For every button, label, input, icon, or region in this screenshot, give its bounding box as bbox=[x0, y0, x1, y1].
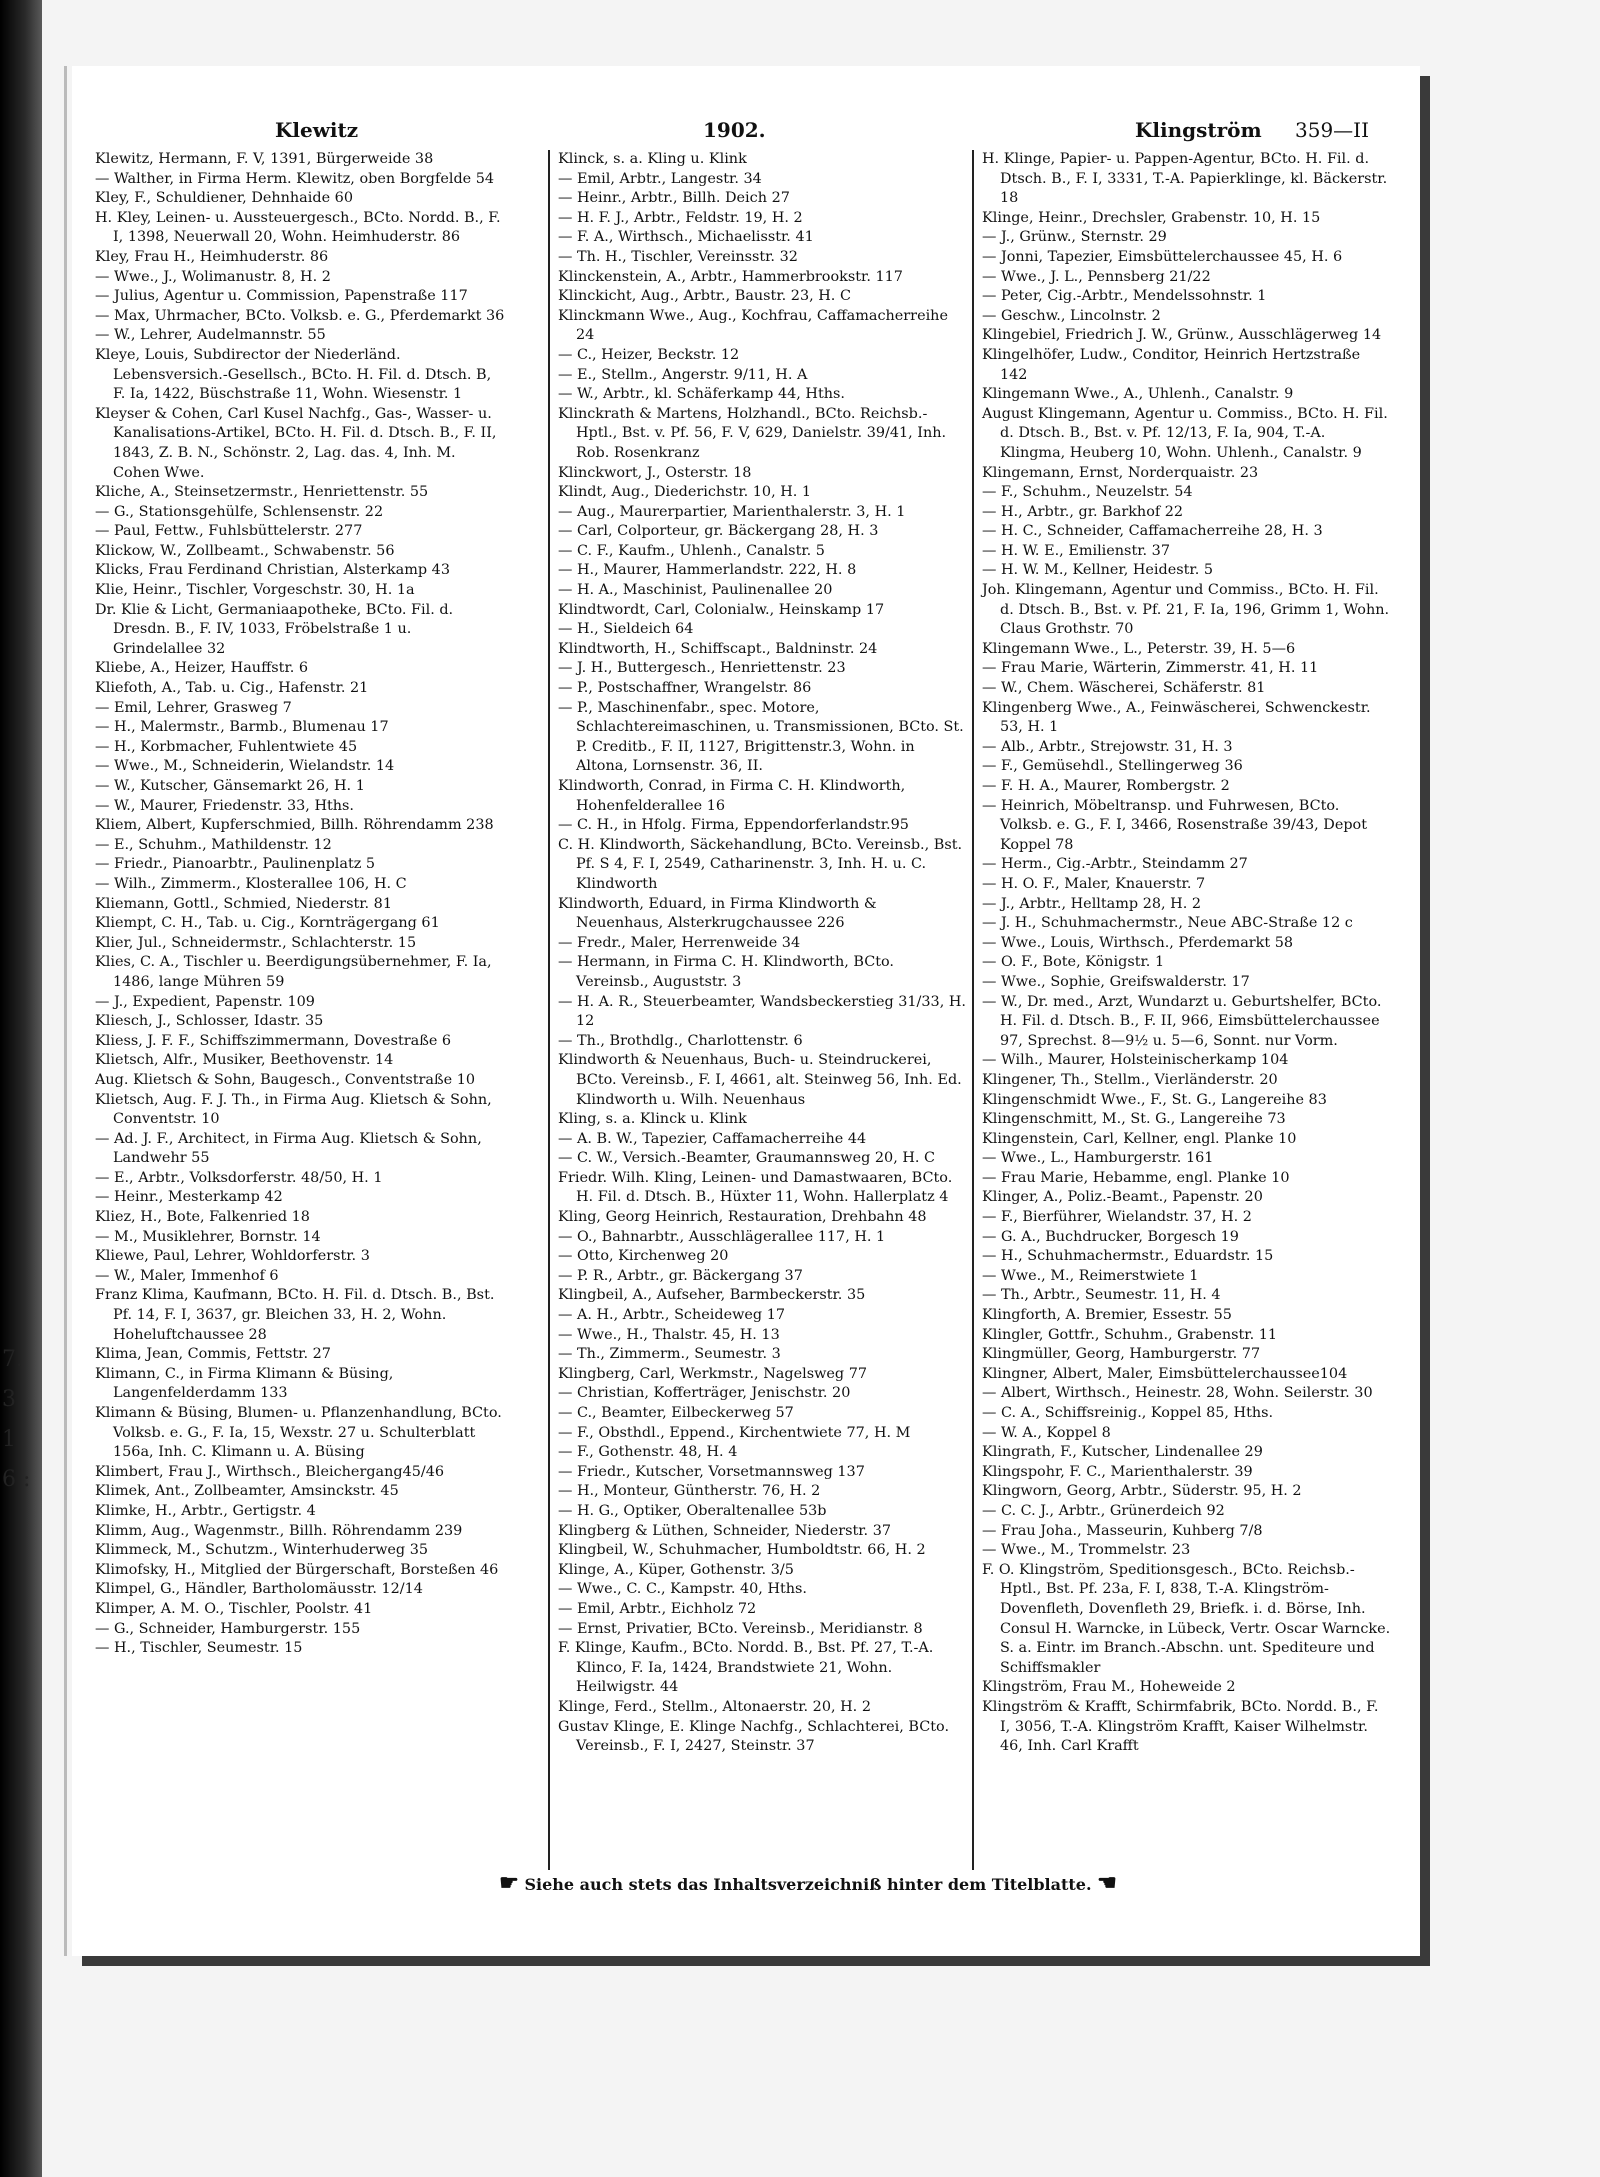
directory-entry: — C. W., Versich.-Beamter, Graumannsweg 20, H. C bbox=[558, 1150, 936, 1167]
directory-entry: Kley, F., Schuldiener, Dehnhaide 60 bbox=[95, 190, 353, 207]
page-footer bbox=[438, 1870, 1178, 1896]
directory-entry: — Emil, Arbtr., Langestr. 34 bbox=[558, 170, 762, 187]
directory-entry: Klingberg & Lüthen, Schneider, Niederstr. 37 bbox=[558, 1522, 892, 1539]
directory-entry: F. Klinge, Kaufm., BCto. Nordd. B., Bst. Pf. 27, T.-A. Klinco, F. Ia, 1424, Brandstwiete 21, Wohn. Heilwigstr. 44 bbox=[558, 1640, 934, 1696]
directory-entry: Klindworth, Conrad, in Firma C. H. Klindworth, Hohenfelderallee 16 bbox=[558, 778, 906, 814]
directory-entry: — H. W. E., Emilienstr. 37 bbox=[982, 542, 1170, 559]
directory-entry: Klingemann Wwe., L., Peterstr. 39, H. 5—6 bbox=[982, 640, 1296, 657]
directory-entry: Klinckenstein, A., Arbtr., Hammerbrookstr. 117 bbox=[558, 268, 903, 285]
directory-entry: — J., Arbtr., Helltamp 28, H. 2 bbox=[982, 895, 1202, 912]
directory-entry: Gustav Klinge, E. Klinge Nachfg., Schlachterei, BCto. Vereinsb., F. I, 2427, Steinstr. 37 bbox=[558, 1718, 950, 1755]
directory-entry: — W., Chem. Wäscherei, Schäferstr. 81 bbox=[982, 680, 1266, 697]
directory-entry: — Th., Brothdlg., Charlottenstr. 6 bbox=[558, 1032, 803, 1049]
directory-entry: Kliez, H., Bote, Falkenried 18 bbox=[95, 1209, 310, 1226]
directory-entry: — H. W. M., Kellner, Heidestr. 5 bbox=[982, 562, 1214, 579]
directory-entry: Klindtwordt, Carl, Colonialw., Heinskamp 17 bbox=[558, 601, 885, 618]
directory-entry: — H., Malermstr., Barmb., Blumenau 17 bbox=[95, 719, 389, 736]
directory-entry: Klimm, Aug., Wagenmstr., Billh. Röhrendamm 239 bbox=[95, 1522, 463, 1539]
directory-entry: — E., Stellm., Angerstr. 9/11, H. A bbox=[558, 366, 808, 383]
directory-entry: — W., Maler, Immenhof 6 bbox=[95, 1267, 279, 1284]
directory-entry: — W., Arbtr., kl. Schäferkamp 44, Hths. bbox=[558, 386, 845, 403]
directory-entry: Klicks, Frau Ferdinand Christian, Alsterkamp 43 bbox=[95, 562, 450, 579]
directory-entry: Klimper, A. M. O., Tischler, Poolstr. 41 bbox=[95, 1600, 373, 1617]
header-right-keyword: Klingström bbox=[1135, 118, 1262, 142]
directory-entry: — Walther, in Firma Herm. Klewitz, oben Borgfelde 54 bbox=[95, 170, 495, 187]
directory-entry: Kliefoth, A., Tab. u. Cig., Hafenstr. 21 bbox=[95, 680, 369, 697]
directory-entry: — Carl, Colporteur, gr. Bäckergang 28, H. 3 bbox=[558, 523, 879, 540]
directory-entry: Dr. Klie & Licht, Germaniaapotheke, BCto. Fil. d. Dresdn. B., F. IV, 1033, Fröbelstraße 1 u. Grindelallee 32 bbox=[95, 601, 454, 657]
directory-entry: Klingemann, Ernst, Norderquaistr. 23 bbox=[982, 464, 1259, 481]
directory-entry: Klingspohr, F. C., Marienthalerstr. 39 bbox=[982, 1463, 1253, 1480]
directory-entry: Klingström & Krafft, Schirmfabrik, BCto. Nordd. B., F. I, 3056, T.-A. Klingström Krafft, Kaiser Wilhelmstr. 46, Inh. Carl Krafft bbox=[982, 1698, 1379, 1755]
directory-entry: — Ernst, Privatier, BCto. Vereinsb., Meridianstr. 8 bbox=[558, 1620, 923, 1637]
column-divider-2 bbox=[972, 150, 974, 1870]
directory-entry: — Otto, Kirchenweg 20 bbox=[558, 1248, 729, 1265]
directory-entry: — Wwe., L., Hamburgerstr. 161 bbox=[982, 1150, 1214, 1167]
directory-entry: — H., Korbmacher, Fuhlentwiete 45 bbox=[95, 738, 358, 755]
directory-entry: Kliche, A., Steinsetzermstr., Henriettenstr. 55 bbox=[95, 484, 429, 501]
directory-entry: Klie, Heinr., Tischler, Vorgeschstr. 30, H. 1a bbox=[95, 582, 415, 599]
directory-entry: Klinckwort, J., Osterstr. 18 bbox=[558, 464, 752, 481]
directory-entry: Kliemann, Gottl., Schmied, Niederstr. 81 bbox=[95, 895, 392, 912]
directory-entry: Klimpel, G., Händler, Bartholomäusstr. 12/14 bbox=[95, 1581, 423, 1598]
directory-entry: — Wwe., Sophie, Greifswalderstr. 17 bbox=[982, 973, 1250, 990]
directory-entry: — Heinr., Mesterkamp 42 bbox=[95, 1189, 283, 1206]
directory-entry: — Wwe., Louis, Wirthsch., Pferdemarkt 58 bbox=[982, 934, 1294, 951]
directory-entry: Klingmüller, Georg, Hamburgerstr. 77 bbox=[982, 1346, 1261, 1363]
directory-entry: Klinckrath & Martens, Holzhandl., BCto. Reichsb.-Hptl., Bst. v. Pf. 56, F. V, 629, Danielstr. 39/41, Inh. Rob. Rosenkranz bbox=[558, 405, 947, 461]
directory-entry: Klinge, Ferd., Stellm., Altonaerstr. 20, H. 2 bbox=[558, 1698, 871, 1715]
directory-entry: Klingbeil, W., Schuhmacher, Humboldtstr. 66, H. 2 bbox=[558, 1542, 926, 1559]
directory-entry: — A. H., Arbtr., Scheideweg 17 bbox=[558, 1307, 786, 1324]
directory-entry: Kleyser & Cohen, Carl Kusel Nachfg., Gas-, Wasser- u. Kanalisations-Artikel, BCto. H. Fil. d. Dtsch. B., F. II, 1843, Z. B. N., Schönstr. 2, Lag. das. 4, Inh. M. Cohen Wwe. bbox=[95, 405, 497, 481]
directory-entry: — Th., Zimmerm., Seumestr. 3 bbox=[558, 1346, 781, 1363]
directory-entry: — C. C. J., Arbtr., Grünerdeich 92 bbox=[982, 1502, 1225, 1519]
directory-entry: — G., Stationsgehülfe, Schlensenstr. 22 bbox=[95, 503, 384, 520]
directory-entry: Kling, s. a. Klinck u. Klink bbox=[558, 1111, 747, 1128]
directory-entry: — Jonni, Tapezier, Eimsbüttelerchaussee 45, H. 6 bbox=[982, 248, 1343, 265]
directory-column-2 bbox=[558, 150, 968, 1757]
directory-entry: Klinckmann Wwe., Aug., Kochfrau, Caffamacherreihe 24 bbox=[558, 307, 948, 344]
directory-entry: — Frau Marie, Wärterin, Zimmerstr. 41, H. 11 bbox=[982, 660, 1319, 677]
directory-entry: Klies, C. A., Tischler u. Beerdigungsübernehmer, F. Ia, 1486, lange Mühren 59 bbox=[95, 954, 492, 990]
directory-entry: — H. A., Maschinist, Paulinenallee 20 bbox=[558, 582, 833, 599]
directory-entry: Klindt, Aug., Diederichstr. 10, H. 1 bbox=[558, 484, 812, 501]
directory-entry: Klingforth, A. Bremier, Essestr. 55 bbox=[982, 1307, 1232, 1324]
directory-entry: — Ad. J. F., Architect, in Firma Aug. Klietsch & Sohn, Landwehr 55 bbox=[95, 1130, 482, 1167]
directory-entry: — Christian, Kofferträger, Jenischstr. 20 bbox=[558, 1385, 851, 1402]
directory-entry: — P., Postschaffner, Wrangelstr. 86 bbox=[558, 680, 812, 697]
directory-entry: Klinge, Heinr., Drechsler, Grabenstr. 10, H. 15 bbox=[982, 209, 1321, 226]
directory-entry: Klindworth & Neuenhaus, Buch- u. Steindruckerei, BCto. Vereinsb., F. I, 4661, alt. Steinweg 56, Inh. Ed. Klindworth u. Wilh. Neuenhaus bbox=[558, 1052, 962, 1108]
directory-entry: — Wwe., H., Thalstr. 45, H. 13 bbox=[558, 1326, 780, 1343]
directory-entry: — P., Maschinenfabr., spec. Motore, Schlachtereimaschinen, u. Transmissionen, BCto. St. P. Creditb., F. II, 1127, Brigittenstr.3, Wohn. in Altona, Lornsenstr. 36, II. bbox=[558, 699, 964, 775]
directory-entry: — H., Tischler, Seumestr. 15 bbox=[95, 1640, 303, 1657]
directory-entry: Klingner, Albert, Maler, Eimsbüttelerchaussee104 bbox=[982, 1365, 1348, 1382]
directory-entry: Kliess, J. F. F., Schiffszimmermann, Dovestraße 6 bbox=[95, 1032, 452, 1049]
page-spine bbox=[64, 66, 67, 1956]
directory-entry: Aug. Klietsch & Sohn, Baugesch., Conventstraße 10 bbox=[95, 1071, 476, 1088]
directory-entry: — C., Heizer, Beckstr. 12 bbox=[558, 346, 740, 363]
directory-entry: August Klingemann, Agentur u. Commiss., BCto. H. Fil. d. Dtsch. B., Bst. v. Pf. 12/13, F. Ia, 904, T.-A. Klingma, Heuberg 10, Wohn. Uhlenh., Canalstr. 9 bbox=[982, 405, 1388, 461]
directory-entry: — Peter, Cig.-Arbtr., Mendelssohnstr. 1 bbox=[982, 288, 1267, 305]
directory-entry: Klingelhöfer, Ludw., Conditor, Heinrich Hertzstraße 142 bbox=[982, 346, 1361, 383]
directory-entry: Joh. Klingemann, Agentur und Commiss., BCto. H. Fil. d. Dtsch. B., Bst. v. Pf. 21, F. Ia, 196, Grimm 1, Wohn. Claus Grothstr. 70 bbox=[982, 582, 1390, 638]
directory-entry: H. Kley, Leinen- u. Aussteuergesch., BCto. Nordd. B., F. I, 1398, Neuerwall 20, Wohn. Heimhuderstr. 86 bbox=[95, 209, 501, 246]
directory-entry: — Herm., Cig.-Arbtr., Steindamm 27 bbox=[982, 856, 1248, 873]
directory-entry: — F., Gemüsehdl., Stellingerweg 36 bbox=[982, 758, 1243, 775]
directory-entry: Klimke, H., Arbtr., Gertigstr. 4 bbox=[95, 1502, 316, 1519]
directory-entry: Klingrath, F., Kutscher, Lindenallee 29 bbox=[982, 1444, 1263, 1461]
directory-entry: — Emil, Lehrer, Grasweg 7 bbox=[95, 699, 292, 716]
directory-entry: Friedr. Wilh. Kling, Leinen- und Damastwaaren, BCto. H. Fil. d. Dtsch. B., Hüxter 11, Wohn. Hallerplatz 4 bbox=[558, 1169, 953, 1206]
directory-entry: Klingenschmitt, M., St. G., Langereihe 73 bbox=[982, 1111, 1286, 1128]
directory-entry: — Albert, Wirthsch., Heinestr. 28, Wohn. Seilerstr. 30 bbox=[982, 1385, 1373, 1402]
directory-entry: Klindworth, Eduard, in Firma Klindworth & Neuenhaus, Alsterkrugchaussee 226 bbox=[558, 895, 877, 932]
pointing-hand-right-icon: ☛ bbox=[499, 1870, 519, 1896]
directory-entry: — C. F., Kaufm., Uhlenh., Canalstr. 5 bbox=[558, 542, 825, 559]
directory-entry: Franz Klima, Kaufmann, BCto. H. Fil. d. Dtsch. B., Bst. Pf. 14, F. I, 3637, gr. Bleichen 33, H. 2, Wohn. Hoheluftchaussee 28 bbox=[95, 1287, 495, 1343]
directory-entry: — Th., Arbtr., Seumestr. 11, H. 4 bbox=[982, 1287, 1221, 1304]
directory-entry: Klietsch, Alfr., Musiker, Beethovenstr. 14 bbox=[95, 1052, 394, 1069]
directory-entry: Kley, Frau H., Heimhuderstr. 86 bbox=[95, 248, 329, 265]
directory-entry: — Wwe., C. C., Kampstr. 40, Hths. bbox=[558, 1581, 808, 1598]
directory-entry: F. O. Klingström, Speditionsgesch., BCto. Reichsb.-Hptl., Bst. Pf. 23a, F. I, 838, T.-A. Klingström-Dovenfleth, Dovenfleth 29, Briefk. i. d. Börse, Inh. Consul H. Warncke, in Lübeck, Vertr. Oscar Warncke. S. a. Eintr. im Branch.-Abschn. unt. Spediteure und Schiffsmakler bbox=[982, 1561, 1391, 1676]
directory-entry: — A. B. W., Tapezier, Caffamacherreihe 44 bbox=[558, 1130, 867, 1147]
directory-entry: — C. H., in Hfolg. Firma, Eppendorferlandstr.95 bbox=[558, 817, 909, 834]
directory-entry: — H., Arbtr., gr. Barkhof 22 bbox=[982, 503, 1184, 520]
directory-entry: Klingenschmidt Wwe., F., St. G., Langereihe 83 bbox=[982, 1091, 1327, 1108]
footer-note: Siehe auch stets das Inhaltsverzeichniß hinter dem Titelblatte. bbox=[524, 1875, 1092, 1894]
directory-entry: — Frau Marie, Hebamme, engl. Planke 10 bbox=[982, 1169, 1290, 1186]
directory-entry: — H., Schuhmachermstr., Eduardstr. 15 bbox=[982, 1248, 1274, 1265]
directory-entry: Klingemann Wwe., A., Uhlenh., Canalstr. 9 bbox=[982, 386, 1294, 403]
directory-entry: Kliewe, Paul, Lehrer, Wohldorferstr. 3 bbox=[95, 1248, 370, 1265]
directory-entry: Kling, Georg Heinrich, Restauration, Drehbahn 48 bbox=[558, 1209, 927, 1226]
directory-entry: C. H. Klindworth, Säckehandlung, BCto. Vereinsb., Bst. Pf. S 4, F. I, 2549, Catharinenstr. 3, Inh. H. u. C. Klindworth bbox=[558, 836, 963, 892]
directory-entry: — Friedr., Pianoarbtr., Paulinenplatz 5 bbox=[95, 856, 376, 873]
page-header bbox=[95, 118, 1403, 146]
directory-entry: Klingenberg Wwe., A., Feinwäscherei, Schwenckestr. 53, H. 1 bbox=[982, 699, 1371, 736]
directory-entry: — Paul, Fettw., Fuhlsbüttelerstr. 277 bbox=[95, 523, 363, 540]
directory-column-1 bbox=[95, 150, 505, 1659]
directory-entry: — Max, Uhrmacher, BCto. Volksb. e. G., Pferdemarkt 36 bbox=[95, 307, 505, 324]
directory-entry: — F., Schuhm., Neuzelstr. 54 bbox=[982, 484, 1193, 501]
directory-entry: Kleye, Louis, Subdirector der Niederländ. Lebensversich.-Gesellsch., BCto. H. Fil. d. Dtsch. B, F. Ia, 1422, Büschstraße 11, Wohn. Wiesenstr. 1 bbox=[95, 346, 492, 403]
directory-entry: — Alb., Arbtr., Strejowstr. 31, H. 3 bbox=[982, 738, 1233, 755]
directory-entry: — P. R., Arbtr., gr. Bäckergang 37 bbox=[558, 1267, 803, 1284]
directory-entry: Kliebe, A., Heizer, Hauffstr. 6 bbox=[95, 660, 309, 677]
directory-entry: — H. G., Optiker, Oberaltenallee 53b bbox=[558, 1502, 827, 1519]
directory-entry: — Hermann, in Firma C. H. Klindworth, BCto. Vereinsb., Auguststr. 3 bbox=[558, 954, 894, 990]
directory-entry: — Julius, Agentur u. Commission, Papenstraße 117 bbox=[95, 288, 468, 305]
directory-entry: — Th. H., Tischler, Vereinsstr. 32 bbox=[558, 248, 798, 265]
directory-entry: — J., Expedient, Papenstr. 109 bbox=[95, 993, 315, 1010]
directory-entry: — Wwe., M., Schneiderin, Wielandstr. 14 bbox=[95, 758, 395, 775]
directory-entry: Klimmeck, M., Schutzm., Winterhuderweg 35 bbox=[95, 1542, 429, 1559]
directory-entry: — J. H., Schuhmachermstr., Neue ABC-Straße 12 c bbox=[982, 915, 1353, 932]
directory-entry: Klimek, Ant., Zollbeamter, Amsinckstr. 45 bbox=[95, 1483, 399, 1500]
directory-entry: Klingebiel, Friedrich J. W., Grünw., Ausschlägerweg 14 bbox=[982, 327, 1382, 344]
directory-entry: — E., Arbtr., Volksdorferstr. 48/50, H. 1 bbox=[95, 1169, 383, 1186]
directory-entry: — H., Sieldeich 64 bbox=[558, 621, 694, 638]
directory-entry: Klimofsky, H., Mitglied der Bürgerschaft, Borsteßen 46 bbox=[95, 1561, 499, 1578]
directory-column-3 bbox=[982, 150, 1392, 1757]
directory-entry: — W. A., Koppel 8 bbox=[982, 1424, 1111, 1441]
directory-entry: — Wwe., M., Trommelstr. 23 bbox=[982, 1542, 1191, 1559]
directory-entry: Klimbert, Frau J., Wirthsch., Bleichergang45/46 bbox=[95, 1463, 445, 1480]
directory-entry: Klewitz, Hermann, F. V, 1391, Bürgerweide 38 bbox=[95, 151, 434, 167]
directory-entry: H. Klinge, Papier- u. Pappen-Agentur, BCto. H. Fil. d. Dtsch. B., F. I, 3331, T.-A. Papierklinge, kl. Bäckerstr. 18 bbox=[982, 151, 1388, 207]
directory-entry: — Wwe., J., Wolimanustr. 8, H. 2 bbox=[95, 268, 331, 285]
pointing-hand-left-icon: ☚ bbox=[1097, 1870, 1117, 1896]
directory-entry: Klingworn, Georg, Arbtr., Süderstr. 95, H. 2 bbox=[982, 1483, 1302, 1500]
directory-entry: Klima, Jean, Commis, Fettstr. 27 bbox=[95, 1346, 331, 1363]
directory-entry: — Friedr., Kutscher, Vorsetmannsweg 137 bbox=[558, 1463, 865, 1480]
directory-entry: Klinger, A., Poliz.-Beamt., Papenstr. 20 bbox=[982, 1189, 1263, 1206]
directory-entry: Kliesch, J., Schlosser, Idastr. 35 bbox=[95, 1013, 324, 1030]
directory-entry: Klinckicht, Aug., Arbtr., Baustr. 23, H. C bbox=[558, 288, 851, 305]
directory-entry: Klimann & Büsing, Blumen- u. Pflanzenhandlung, BCto. Volksb. e. G., F. Ia, 15, Wexstr. 27 u. Schulterblatt 156a, Inh. C. Klimann u. A. Büsing bbox=[95, 1405, 502, 1461]
directory-entry: — H., Maurer, Hammerlandstr. 222, H. 8 bbox=[558, 562, 857, 579]
directory-entry: Klingener, Th., Stellm., Vierländerstr. 20 bbox=[982, 1071, 1278, 1088]
directory-entry: — F., Obsthdl., Eppend., Kirchentwiete 77, H. M bbox=[558, 1424, 911, 1441]
directory-entry: Klinck, s. a. Kling u. Klink bbox=[558, 151, 747, 167]
directory-entry: Klingström, Frau M., Hoheweide 2 bbox=[982, 1679, 1236, 1696]
directory-entry: — W., Lehrer, Audelmannstr. 55 bbox=[95, 327, 326, 344]
directory-entry: — Geschw., Lincolnstr. 2 bbox=[982, 307, 1161, 324]
directory-entry: — H. A. R., Steuerbeamter, Wandsbeckerstieg 31/33, H. 12 bbox=[558, 993, 966, 1030]
directory-entry: — H. O. F., Maler, Knauerstr. 7 bbox=[982, 875, 1206, 892]
directory-entry: — G. A., Buchdrucker, Borgesch 19 bbox=[982, 1228, 1239, 1245]
directory-entry: Kliempt, C. H., Tab. u. Cig., Kornträgergang 61 bbox=[95, 915, 440, 932]
directory-entry: Klinge, A., Küper, Gothenstr. 3/5 bbox=[558, 1561, 794, 1578]
scan-left-edge bbox=[0, 0, 42, 2177]
directory-entry: Klietsch, Aug. F. J. Th., in Firma Aug. Klietsch & Sohn, Conventstr. 10 bbox=[95, 1091, 492, 1128]
directory-entry: — O. F., Bote, Königstr. 1 bbox=[982, 954, 1165, 971]
directory-entry: Klier, Jul., Schneidermstr., Schlachterstr. 15 bbox=[95, 934, 417, 951]
page-number: 359—II bbox=[1295, 118, 1369, 142]
directory-entry: — Aug., Maurerpartier, Marienthalerstr. 3, H. 1 bbox=[558, 503, 906, 520]
margin-marks: 7. 3 1 6 : bbox=[2, 1347, 31, 1492]
directory-entry: Klingenstein, Carl, Kellner, engl. Planke 10 bbox=[982, 1130, 1297, 1147]
header-year: 1902. bbox=[703, 118, 766, 142]
directory-entry: — O., Bahnarbtr., Ausschlägerallee 117, H. 1 bbox=[558, 1228, 886, 1245]
directory-entry: — H. C., Schneider, Caffamacherreihe 28, H. 3 bbox=[982, 523, 1323, 540]
directory-entry: — H., Monteur, Güntherstr. 76, H. 2 bbox=[558, 1483, 821, 1500]
directory-entry: — M., Musiklehrer, Bornstr. 14 bbox=[95, 1228, 321, 1245]
directory-entry: Kliem, Albert, Kupferschmied, Billh. Röhrendamm 238 bbox=[95, 817, 494, 834]
directory-entry: — C., Beamter, Eilbeckerweg 57 bbox=[558, 1405, 794, 1421]
column-divider-1 bbox=[548, 150, 550, 1870]
directory-entry: — H. F. J., Arbtr., Feldstr. 19, H. 2 bbox=[558, 209, 803, 226]
directory-entry: — Wilh., Zimmerm., Klosterallee 106, H. C bbox=[95, 875, 407, 892]
directory-entry: — Wwe., M., Reimerstwiete 1 bbox=[982, 1267, 1199, 1284]
directory-entry: — F. H. A., Maurer, Rombergstr. 2 bbox=[982, 778, 1230, 794]
directory-entry: — W., Dr. med., Arzt, Wundarzt u. Geburtshelfer, BCto. H. Fil. d. Dtsch. B., F. II, 966, Eimsbüttelerchaussee 97, Sprechst. 8—9½ u. 5—6, Sonnt. nur Vorm. bbox=[982, 993, 1382, 1049]
directory-entry: Klingler, Gottfr., Schuhm., Grabenstr. 11 bbox=[982, 1326, 1278, 1343]
directory-entry: — F. A., Wirthsch., Michaelisstr. 41 bbox=[558, 229, 814, 246]
directory-entry: — F., Bierführer, Wielandstr. 37, H. 2 bbox=[982, 1209, 1252, 1226]
directory-entry: — Wilh., Maurer, Holsteinischerkamp 104 bbox=[982, 1052, 1289, 1069]
directory-entry: — Frau Joha., Masseurin, Kuhberg 7/8 bbox=[982, 1522, 1263, 1539]
directory-entry: — Heinrich, Möbeltransp. und Fuhrwesen, BCto. Volksb. e. G., F. I, 3466, Rosenstraße 39/43, Depot Koppel 78 bbox=[982, 797, 1368, 853]
directory-entry: — W., Kutscher, Gänsemarkt 26, H. 1 bbox=[95, 778, 365, 794]
directory-entry: Klindtworth, H., Schiffscapt., Baldninstr. 24 bbox=[558, 640, 878, 657]
directory-entry: — Heinr., Arbtr., Billh. Deich 27 bbox=[558, 190, 790, 207]
directory-entry: Klickow, W., Zollbeamt., Schwabenstr. 56 bbox=[95, 542, 395, 559]
directory-entry: — Emil, Arbtr., Eichholz 72 bbox=[558, 1600, 757, 1617]
directory-entry: Klingberg, Carl, Werkmstr., Nagelsweg 77 bbox=[558, 1365, 868, 1382]
directory-entry: — E., Schuhm., Mathildenstr. 12 bbox=[95, 836, 332, 853]
directory-entry: — C. A., Schiffsreinig., Koppel 85, Hths. bbox=[982, 1405, 1274, 1421]
directory-entry: Klingbeil, A., Aufseher, Barmbeckerstr. 35 bbox=[558, 1287, 866, 1304]
header-left-keyword: Klewitz bbox=[275, 118, 359, 142]
directory-entry: — J., Grünw., Sternstr. 29 bbox=[982, 229, 1167, 246]
directory-entry: — J. H., Buttergesch., Henriettenstr. 23 bbox=[558, 660, 846, 677]
directory-entry: — G., Schneider, Hamburgerstr. 155 bbox=[95, 1620, 361, 1637]
directory-entry: Klimann, C., in Firma Klimann & Büsing, Langenfelderdamm 133 bbox=[95, 1365, 394, 1402]
directory-entry: — F., Gothenstr. 48, H. 4 bbox=[558, 1444, 738, 1461]
directory-entry: — Fredr., Maler, Herrenweide 34 bbox=[558, 934, 801, 951]
directory-entry: — W., Maurer, Friedenstr. 33, Hths. bbox=[95, 797, 354, 814]
directory-entry: — Wwe., J. L., Pennsberg 21/22 bbox=[982, 268, 1211, 285]
